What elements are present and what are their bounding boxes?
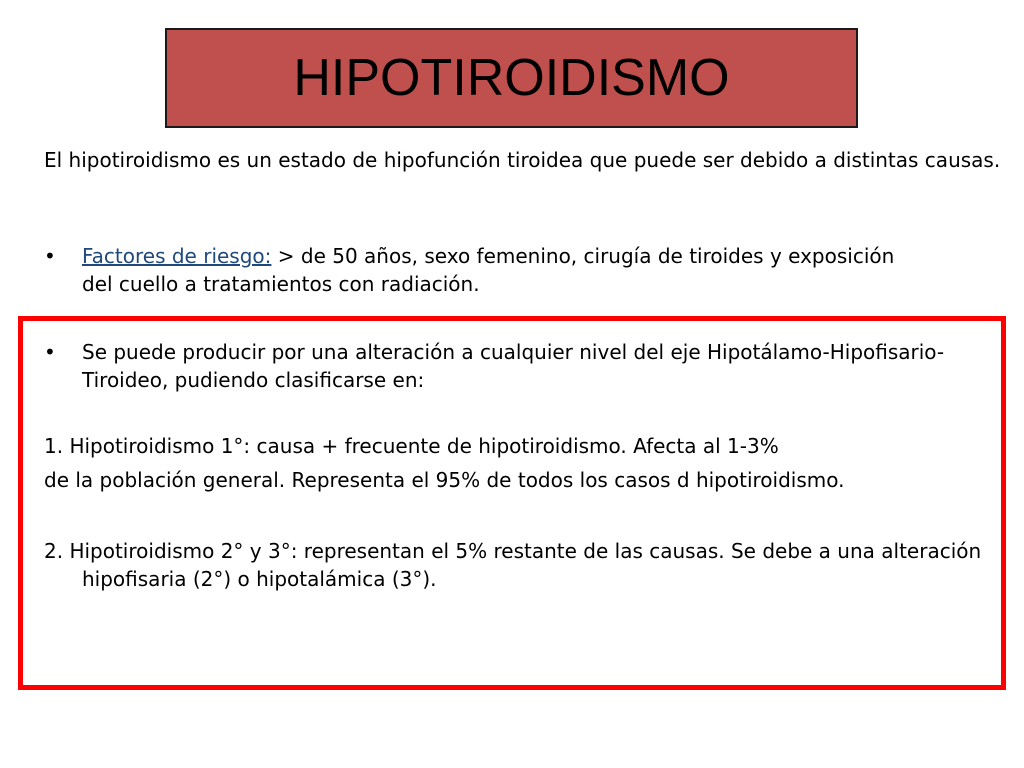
classification-text: Se puede producir por una alteración a cualquier nivel del eje Hipotálamo-Hipofisario-Tiroideo, pudiendo clasificarse en: [82,340,945,392]
item-1-line-1: 1. Hipotiroidismo 1°: causa + frecuente de hipotiroidismo. Afecta al 1-3% [44,434,779,458]
risk-factors-item [44,242,924,298]
classification-item [44,338,964,394]
intro-paragraph: El hipotiroidismo es un estado de hipofunción tiroidea que puede ser debido a distintas causas. [44,148,1001,172]
risk-factors-description: > de 50 años, sexo femenino, cirugía de tiroides y exposición del cuello a tratamientos con radiación. [82,244,895,296]
bullet-icon: • [44,340,56,364]
risk-factors-text [82,242,924,298]
title-box [165,28,858,128]
item-1-line-2: de la población general. Representa el 95% de todos los casos d hipotiroidismo. [44,468,845,492]
risk-factors-link[interactable]: Factores de riesgo: [82,244,272,268]
bullet-icon: • [44,244,56,268]
slide-title: HIPOTIROIDISMO [293,49,730,107]
item-2-paragraph: 2. Hipotiroidismo 2° y 3°: representan el 5% restante de las causas. Se debe a una alteración hipofisaria (2°) o hipotalámica (3°). [44,539,982,591]
